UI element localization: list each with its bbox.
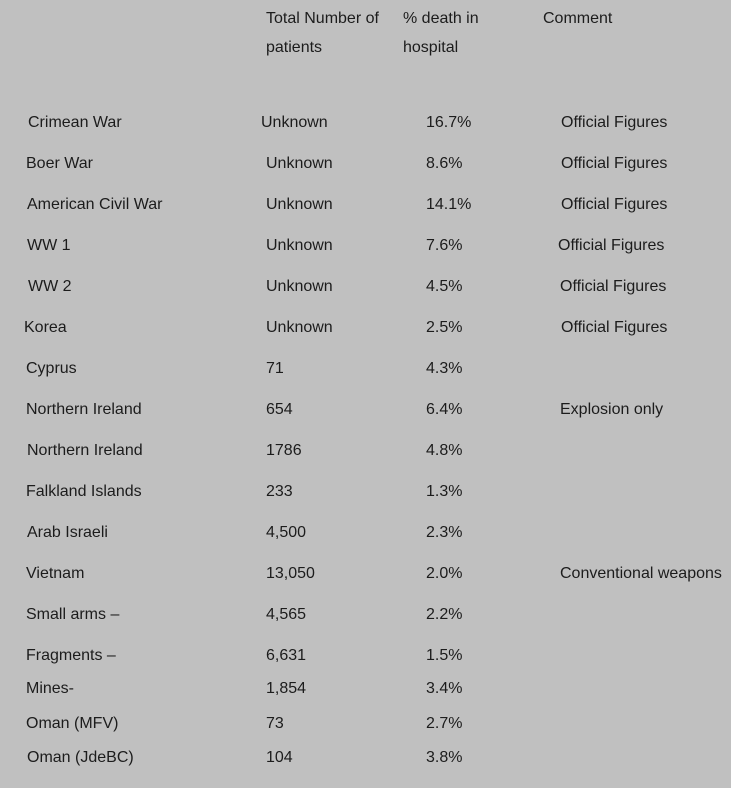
conflict-cell: Oman (MFV) xyxy=(26,715,119,732)
conflict-cell: Crimean War xyxy=(28,114,122,131)
patients-cell: 654 xyxy=(266,401,293,418)
conflict-cell: Oman (JdeBC) xyxy=(27,749,134,766)
patients-cell: 1786 xyxy=(266,442,302,459)
header-death-line2: hospital xyxy=(403,39,459,56)
comment-cell: Official Figures xyxy=(560,278,667,295)
table-row xyxy=(0,316,731,340)
patients-cell: 233 xyxy=(266,483,293,500)
patients-cell: Unknown xyxy=(266,237,333,254)
table-row xyxy=(0,234,731,258)
table-row xyxy=(0,275,731,299)
table-row xyxy=(0,357,731,381)
conflict-cell: WW 2 xyxy=(28,278,72,295)
death-pct-cell: 3.8% xyxy=(426,749,463,766)
table-row xyxy=(0,712,731,736)
conflict-cell: WW 1 xyxy=(27,237,71,254)
comment-cell: Official Figures xyxy=(561,196,668,213)
patients-cell: 6,631 xyxy=(266,647,307,664)
patients-cell: 4,565 xyxy=(266,606,307,623)
patients-cell: 73 xyxy=(266,715,284,732)
table-row xyxy=(0,193,731,217)
patients-cell: 104 xyxy=(266,749,293,766)
patients-cell: 1,854 xyxy=(266,680,307,697)
table-row xyxy=(0,480,731,504)
conflict-cell: Vietnam xyxy=(26,565,85,582)
comment-cell: Official Figures xyxy=(558,237,665,254)
conflict-cell: Cyprus xyxy=(26,360,77,377)
patients-cell: Unknown xyxy=(266,196,333,213)
patients-cell: Unknown xyxy=(266,155,333,172)
patients-cell: 4,500 xyxy=(266,524,307,541)
conflict-cell: Small arms – xyxy=(26,606,120,623)
conflict-cell: Korea xyxy=(24,319,67,336)
header-comment-label: Comment xyxy=(543,10,613,27)
death-pct-cell: 2.2% xyxy=(426,606,463,623)
patients-cell: 71 xyxy=(266,360,284,377)
death-pct-cell: 14.1% xyxy=(426,196,472,213)
conflict-cell: Mines- xyxy=(26,680,75,697)
header-death-line1: % death in xyxy=(403,10,479,27)
table-row xyxy=(0,398,731,422)
table-row xyxy=(0,746,731,770)
table-row xyxy=(0,439,731,463)
header-patients-line1: Total Number of xyxy=(266,10,379,27)
table-row xyxy=(0,677,731,701)
comment-cell: Official Figures xyxy=(561,319,668,336)
conflict-cell: Northern Ireland xyxy=(26,401,142,418)
comment-cell: Official Figures xyxy=(561,155,668,172)
header-patients xyxy=(266,4,396,62)
table-row xyxy=(0,521,731,545)
header-patients-line2: patients xyxy=(266,39,323,56)
death-pct-cell: 4.5% xyxy=(426,278,463,295)
comment-cell: Official Figures xyxy=(561,114,668,131)
comment-cell: Conventional weapons xyxy=(560,565,722,582)
death-pct-cell: 6.4% xyxy=(426,401,463,418)
patients-cell: Unknown xyxy=(266,278,333,295)
death-pct-cell: 1.3% xyxy=(426,483,463,500)
conflict-cell: Boer War xyxy=(26,155,93,172)
death-pct-cell: 1.5% xyxy=(426,647,463,664)
comment-cell: Explosion only xyxy=(560,401,664,418)
conflict-cell: Northern Ireland xyxy=(27,442,143,459)
death-pct-cell: 4.3% xyxy=(426,360,463,377)
death-pct-cell: 2.5% xyxy=(426,319,463,336)
death-pct-cell: 7.6% xyxy=(426,237,463,254)
table-row xyxy=(0,644,731,668)
death-pct-cell: 2.7% xyxy=(426,715,463,732)
death-pct-cell: 2.0% xyxy=(426,565,463,582)
conflict-cell: Arab Israeli xyxy=(27,524,108,541)
death-pct-cell: 3.4% xyxy=(426,680,463,697)
conflict-cell: American Civil War xyxy=(27,196,163,213)
header-comment xyxy=(543,4,673,33)
header-death-pct xyxy=(403,4,503,62)
patients-cell: Unknown xyxy=(261,114,328,131)
patients-cell: Unknown xyxy=(266,319,333,336)
patients-cell: 13,050 xyxy=(266,565,315,582)
table-row xyxy=(0,562,731,586)
death-pct-cell: 4.8% xyxy=(426,442,463,459)
death-pct-cell: 16.7% xyxy=(426,114,472,131)
death-pct-cell: 8.6% xyxy=(426,155,463,172)
death-pct-cell: 2.3% xyxy=(426,524,463,541)
table-row xyxy=(0,111,731,135)
table-row xyxy=(0,603,731,627)
conflict-cell: Fragments – xyxy=(26,647,116,664)
conflict-cell: Falkland Islands xyxy=(26,483,142,500)
table-row xyxy=(0,152,731,176)
